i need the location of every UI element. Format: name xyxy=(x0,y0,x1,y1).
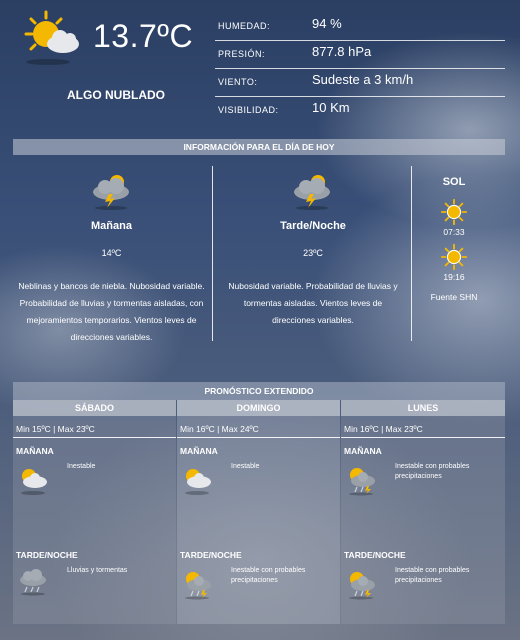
today-section-title: INFORMACIÓN PARA EL DÍA DE HOY xyxy=(13,139,505,155)
day-name: LUNES xyxy=(341,400,505,416)
period-name: Mañana xyxy=(91,220,132,232)
morning-label: MAÑANA xyxy=(180,446,218,456)
divider xyxy=(341,437,505,438)
today-evening xyxy=(218,166,408,329)
period-temp: 23ºC xyxy=(303,248,323,258)
stat-value: 10 Km xyxy=(312,100,350,115)
divider xyxy=(13,437,176,438)
period-description: Neblinas y bancos de niebla. Nubosidad variable. Probabilidad de lluvias y tormentas aisladas, con mejoramientos temporarios. Vientos leves de direcciones variables. xyxy=(18,281,205,342)
forecast-day-saturday xyxy=(13,400,176,624)
period-temp: 14ºC xyxy=(101,248,122,258)
sunrise-icon xyxy=(440,198,468,226)
sunset-time: 19:16 xyxy=(443,272,465,282)
stat-value: Sudeste a 3 km/h xyxy=(312,72,414,87)
stat-value: 877.8 hPa xyxy=(312,44,372,59)
current-temperature: 13.7ºC xyxy=(93,18,194,54)
morning-text: Inestable con probables precipitaciones xyxy=(395,463,470,480)
evening-label: TARDE/NOCHE xyxy=(16,550,78,560)
day-minmax: Min 15ºC | Max 23ºC xyxy=(16,424,95,434)
storm-cloud-icon xyxy=(288,170,338,210)
partly-cloudy-icon xyxy=(15,464,51,496)
stat-value: 94 % xyxy=(312,16,342,31)
day-name: SÁBADO xyxy=(13,400,176,416)
storm-cloud-icon xyxy=(87,170,137,210)
stat-label: VISIBILIDAD: xyxy=(218,105,279,115)
divider xyxy=(411,166,412,341)
current-condition: ALGO NUBLADO xyxy=(67,88,165,102)
sunset-icon xyxy=(440,243,468,271)
sunrise-time: 07:33 xyxy=(443,227,465,237)
evening-text: Inestable con probables precipitaciones xyxy=(231,567,306,584)
rain-cloud-icon xyxy=(15,564,51,596)
stat-label: HUMEDAD: xyxy=(218,21,271,31)
morning-label: MAÑANA xyxy=(344,446,382,456)
stat-label: PRESIÓN: xyxy=(218,49,266,59)
stat-wind xyxy=(215,68,505,97)
stat-label: VIENTO: xyxy=(218,77,258,87)
stat-visibility xyxy=(215,96,505,124)
sun-source: Fuente SHN xyxy=(430,292,478,302)
morning-text: Inestable xyxy=(67,463,96,470)
sun-storm-icon xyxy=(179,568,215,600)
sun-storm-icon xyxy=(343,568,379,600)
forecast-day-monday xyxy=(341,400,505,624)
evening-text: Lluvias y tormentas xyxy=(67,567,128,574)
forecast-day-sunday xyxy=(177,400,340,624)
period-description: Nubosidad variable. Probabilidad de lluvias y tormentas aisladas. Vientos leves de direcciones variables. xyxy=(228,281,398,325)
sun-title: SOL xyxy=(442,176,466,188)
evening-label: TARDE/NOCHE xyxy=(180,550,242,560)
day-name: DOMINGO xyxy=(177,400,340,416)
day-minmax: Min 16ºC | Max 23ºC xyxy=(344,424,423,434)
divider xyxy=(212,166,213,341)
today-morning xyxy=(13,166,210,346)
sun-storm-icon xyxy=(343,464,379,496)
period-name: Tarde/Noche xyxy=(280,220,346,232)
stat-pressure xyxy=(215,40,505,69)
morning-text: Inestable xyxy=(231,463,260,470)
partly-cloudy-icon xyxy=(179,464,215,496)
morning-label: MAÑANA xyxy=(16,446,54,456)
sun-panel xyxy=(414,176,494,302)
partly-cloudy-icon xyxy=(18,8,88,70)
divider xyxy=(177,437,340,438)
day-minmax: Min 16ºC | Max 24ºC xyxy=(180,424,259,434)
stat-humidity xyxy=(215,12,505,41)
extended-section-title: PRONÓSTICO EXTENDIDO xyxy=(13,382,505,400)
evening-text: Inestable con probables precipitaciones xyxy=(395,567,470,584)
evening-label: TARDE/NOCHE xyxy=(344,550,406,560)
